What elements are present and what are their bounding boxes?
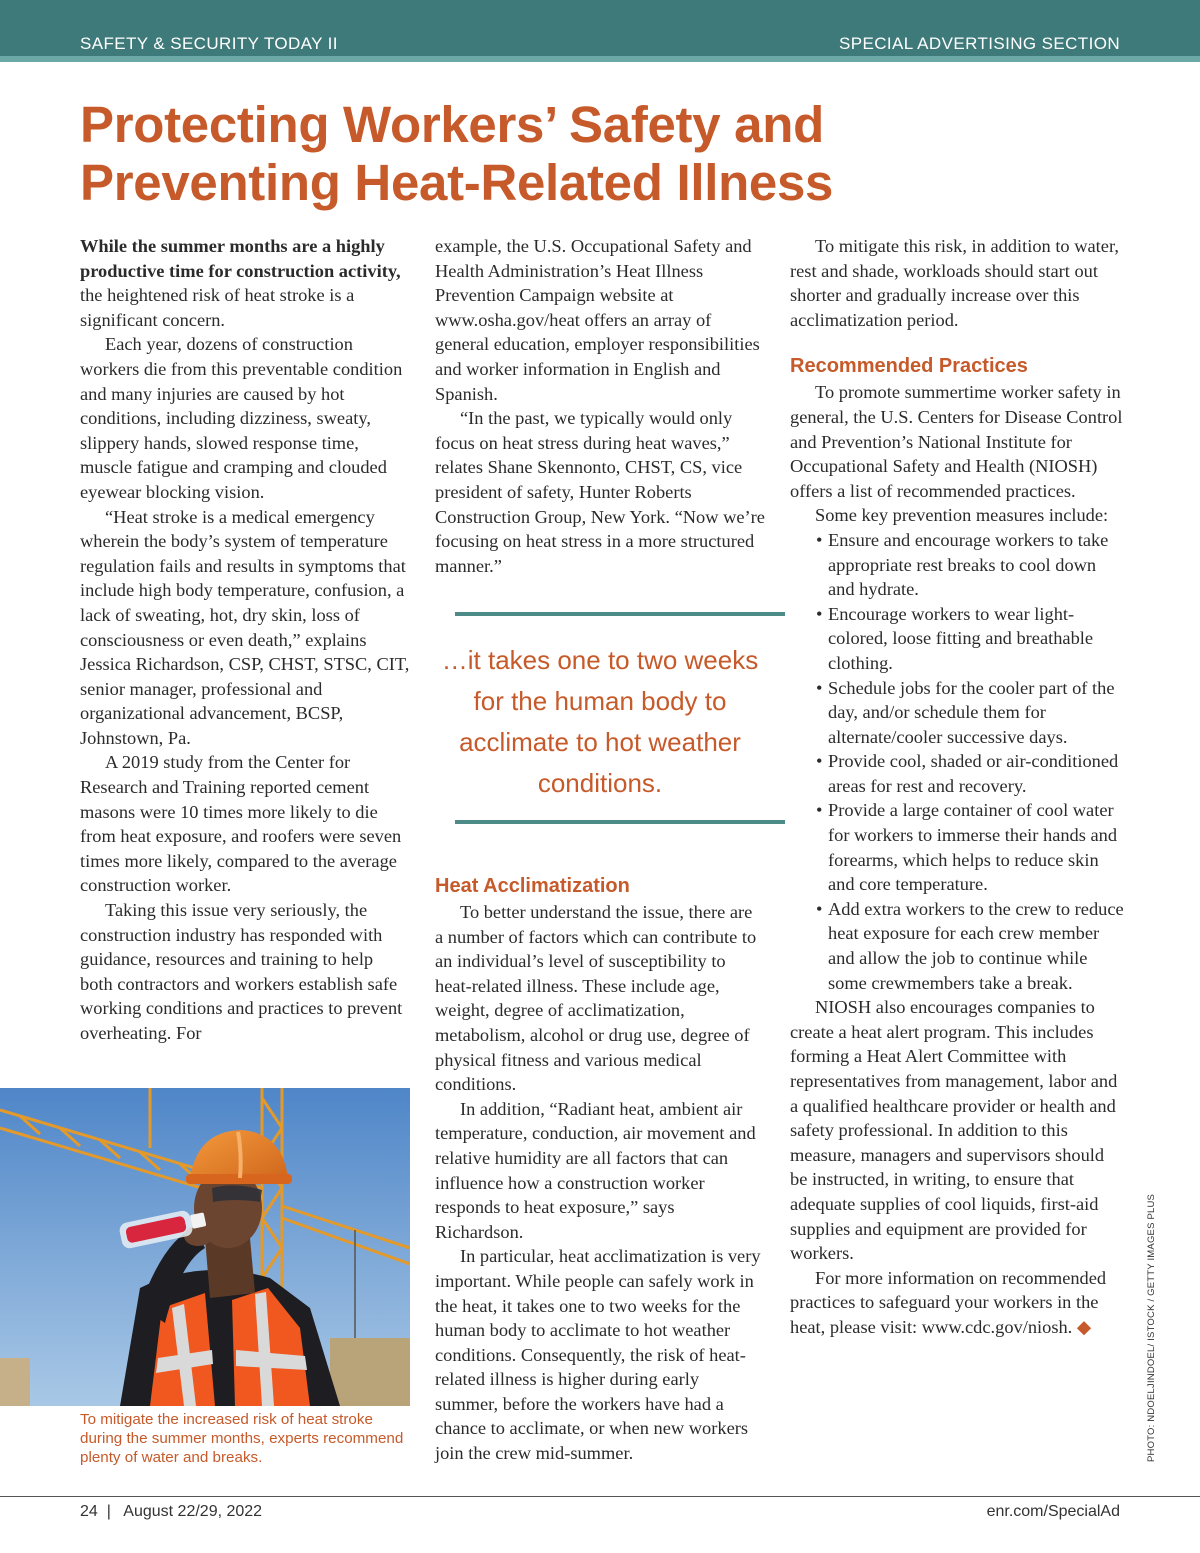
section-label: SAFETY & SECURITY TODAY II (80, 34, 338, 53)
paragraph: example, the U.S. Occupational Safety and Health Administration’s Heat Illness Prevention Campaign website at www.osha.gov/heat offers an array of general education, employer responsibilities and worker information in English and Spanish. (435, 236, 760, 404)
article-title (80, 96, 1140, 212)
paragraph: A 2019 study from the Center for Research and Training reported cement masons were 10 times more likely to die from heat exposure, and roofers were seven times more likely, compared to the average construction worker. (80, 752, 402, 896)
column-2-lower (435, 874, 765, 1466)
paragraph: Taking this issue very seriously, the construction industry has responded with guidance, resources and training to help both contractors and workers establish safe working conditions and practices to prevent overheating. For (80, 900, 403, 1043)
paragraph: “In the past, we typically would only focus on heat stress during heat waves,” relates Shane Skennonto, CHST, CS, vice president of safety, Hunter Roberts Construction Group, New York. “Now we’re focusing on heat stress in a more structured manner.” (435, 408, 765, 576)
list-item: • Provide a large container of cool water for workers to immerse their hands and forearms, which helps to reduce skin and core temperature. (828, 798, 1124, 896)
closing-text: For more information on recommended practices to safeguard your workers in the heat, please visit: www.cdc.gov/niosh. (790, 1267, 1107, 1337)
paragraph: To promote summertime worker safety in general, the U.S. Centers for Disease Control and Prevention’s National Institute for Occupational Safety and Health (NIOSH) offers a list of recommended practices. (790, 382, 1123, 501)
paragraph: In addition, “Radiant heat, ambient air temperature, conduction, air movement and relative humidity are all factors that can influence how a construction worker responds to heat exposure,” says Richardson. (435, 1098, 756, 1242)
closing-paragraph (790, 1266, 1124, 1340)
list-item: • Encourage workers to wear light-colored, loose fitting and breathable clothing. (828, 602, 1124, 676)
paragraph: NIOSH also encourages companies to create a heat alert program. This includes forming a Heat Alert Committee with representatives from management, labor and a qualified healthcare provider or health and safety professional. In addition to this measure, managers and supervisors should be instructed, in writing, to ensure that adequate supplies of cool liquids, first-aid supplies and equipment are provided for workers. (790, 997, 1118, 1264)
paragraph: To better understand the issue, there are a number of factors which can contribute to an individual’s level of susceptibility to heat-related illness. These include age, weight, degree of acclimatization, metabolism, alcohol or drug use, degree of physical fitness and various medical conditions. (435, 902, 757, 1095)
paragraph: Each year, dozens of construction workers die from this preventable condition and many injuries are caused by hot conditions, including dizziness, sweaty, slippery hands, slowed response time, muscle fatigue and cramping and clouded eyewear blocking vision. (80, 334, 403, 502)
advertising-label: SPECIAL ADVERTISING SECTION (839, 34, 1120, 53)
footer-page-date: 24 | August 22/29, 2022 (80, 1503, 263, 1520)
column-3 (790, 234, 1124, 1340)
subhead-recommended-practices: Recommended Practices (790, 355, 1028, 378)
subhead-heat-acclimatization: Heat Acclimatization (435, 875, 630, 897)
list-item: • Provide cool, shaded or air-conditioned areas for rest and recovery. (828, 749, 1124, 798)
lead-rest: the heightened risk of heat stroke is a significant concern. (80, 285, 355, 330)
column-1 (80, 234, 410, 1046)
pull-quote (441, 612, 785, 824)
paragraph: “Heat stroke is a medical emergency wherein the body’s system of temperature regulation fails and results in symptoms that include high body temperature, confusion, a lack of sweating, hot, dry skin, loss of consciousness or even death,” explains Jessica Richardson, CSP, CHST, STSC, CIT, senior manager, professional and organizational advancement, BCSP, Johnstown, Pa. (80, 506, 410, 748)
header-bar (0, 0, 1200, 62)
paragraph: Some key prevention measures include: (815, 505, 1109, 526)
footer-divider (0, 1496, 1200, 1497)
paragraph: In particular, heat acclimatization is very important. While people can safely work in the heat, it takes one to two weeks for the human body to acclimate to hot weather conditions. Consequently, the risk of heat-related illness is higher during early summer, before the workers have had a chance to acclimate, or when new workers join the crew mid-summer. (435, 1246, 761, 1464)
title-line-2: Preventing Heat-Related Illness (80, 154, 834, 211)
lead-bold: While the summer months are a highly productive time for construction activity, (80, 236, 401, 281)
list-item: • Schedule jobs for the cooler part of the day, and/or schedule them for alternate/cooler successive days. (828, 676, 1124, 750)
column-2 (435, 234, 765, 578)
photo-caption: To mitigate the increased risk of heat stroke during the summer months, experts recommend plenty of water and breaks. (80, 1411, 404, 1466)
end-mark-icon: ◆ (1076, 1316, 1092, 1337)
paragraph: To mitigate this risk, in addition to water, rest and shade, workloads should start out shorter and gradually increase over this acclimatization period. (790, 236, 1119, 330)
lead-paragraph (80, 234, 410, 332)
photo-credit: PHOTO: NDOELJINDOEL/ ISTOCK / GETTY IMAGES PLUS (1146, 1193, 1157, 1462)
pull-quote-text: …it takes one to two weeks for the human body to acclimate to hot weather conditions. (441, 645, 759, 798)
prevention-list (790, 528, 1124, 995)
list-item: • Ensure and encourage workers to take appropriate rest breaks to cool down and hydrate. (828, 528, 1124, 602)
footer-url: enr.com/SpecialAd (986, 1503, 1120, 1520)
title-line-1: Protecting Workers’ Safety and (80, 96, 824, 153)
worker-drinking-photo (0, 1088, 410, 1406)
list-item: • Add extra workers to the crew to reduce heat exposure for each crew member and allow the job to continue while some crewmembers take a break. (828, 897, 1124, 995)
